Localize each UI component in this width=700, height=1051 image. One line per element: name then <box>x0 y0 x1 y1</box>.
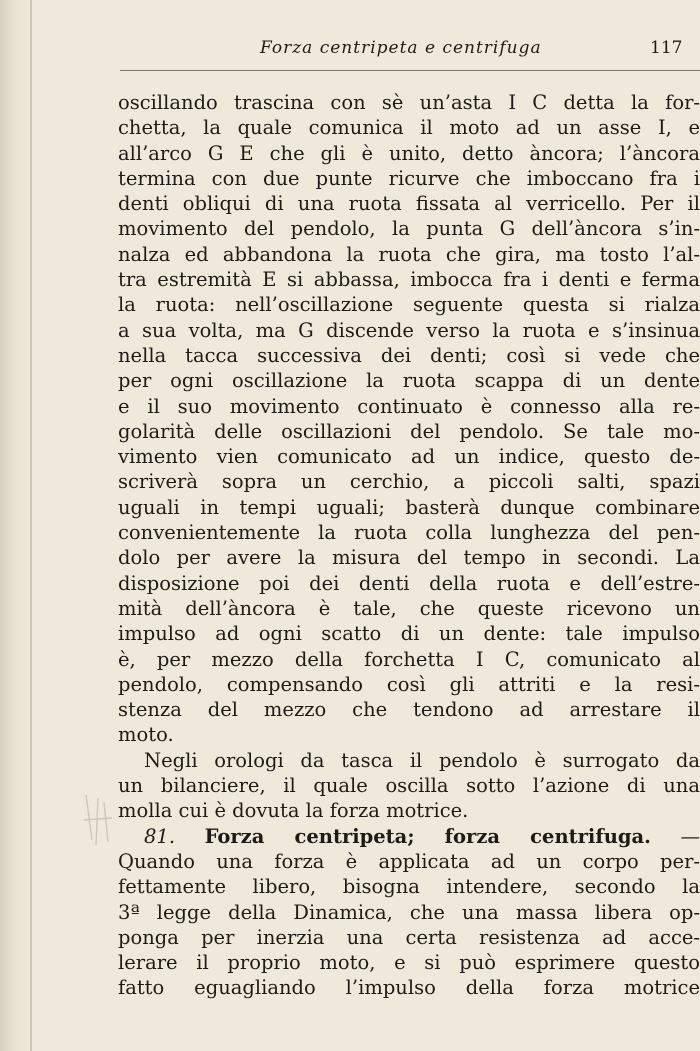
line-text: — <box>650 824 700 848</box>
text-line: Quando una forza è applicata ad un corpo per- <box>118 849 700 873</box>
text-line: mità dell’àncora è tale, che queste ricevono un <box>118 596 700 620</box>
header-rule <box>120 70 700 71</box>
section-heading-line <box>118 824 700 849</box>
text-line: nalza ed abbandona la ruota che gira, ma tosto l’al- <box>118 242 700 266</box>
text-line: denti obliqui di una ruota fissata al verricello. Per il <box>118 192 700 216</box>
text-line: movimento del pendolo, la punta G dell’àncora s’in- <box>118 217 700 241</box>
book-gutter <box>30 0 32 1051</box>
body-text <box>118 90 700 1020</box>
text-line: e il suo movimento continuato è connesso alla re- <box>118 394 700 418</box>
text-line: golarità delle oscillazioni del pendolo. Se tale mo- <box>118 419 700 443</box>
section-title: Forza centripeta; forza centrifuga. <box>204 824 651 848</box>
text-line: uguali in tempi uguali; basterà dunque combinare <box>118 495 700 519</box>
text-line: scriverà sopra un cerchio, a piccoli salti, spazi <box>118 470 700 494</box>
text-line: lerare il proprio moto, e si può esprimere questo <box>118 951 700 975</box>
page-header <box>0 38 700 62</box>
page-number: 117 <box>650 38 683 58</box>
text-line: chetta, la quale comunica il moto ad un asse I, e <box>118 116 700 140</box>
text-line: per ogni oscillazione la ruota scappa di un dente <box>118 369 700 393</box>
text-line: fatto eguagliando l’impulso della forza motrice <box>118 976 700 1000</box>
text-line: convenientemente la ruota colla lunghezza del pen- <box>118 521 700 545</box>
text-line: all’arco G E che gli è unito, detto àncora; l’àncora <box>118 141 700 165</box>
section-number: 81. <box>144 824 176 848</box>
text-line: disposizione poi dei denti della ruota e dell’estre- <box>118 571 700 595</box>
text-line: moto. <box>118 723 174 747</box>
text-line: a sua volta, ma G discende verso la ruota e s’insinua <box>118 318 700 342</box>
text-line: nella tacca successiva dei denti; così si vede che <box>118 343 700 367</box>
text-line: pendolo, compensando così gli attriti e la resi- <box>118 672 700 696</box>
text-line: molla cui è dovuta la forza motrice. <box>118 799 469 823</box>
text-line: ponga per inerzia una certa resistenza ad acce- <box>118 925 700 949</box>
text-line: è, per mezzo della forchetta I C, comunicato al <box>118 647 700 671</box>
text-line: tra estremità E si abbassa, imbocca fra i denti e ferma <box>118 268 700 292</box>
text-line: un bilanciere, il quale oscilla sotto l’azione di una <box>118 774 700 798</box>
text-line: impulso ad ogni scatto di un dente: tale impulso <box>118 622 700 646</box>
text-line: Negli orologi da tasca il pendolo è surrogato da <box>144 748 700 772</box>
pencil-mark <box>78 790 118 850</box>
text-line: dolo per avere la misura del tempo in secondi. La <box>118 546 700 570</box>
text-line: 3ª legge della Dinamica, che una massa libera op- <box>118 900 700 924</box>
text-line: fettamente libero, bisogna intendere, secondo la <box>118 875 700 899</box>
text-line: la ruota: nell’oscillazione seguente questa si rialza <box>118 293 700 317</box>
text-line: termina con due punte ricurve che imboccano fra i <box>118 166 700 190</box>
text-line: vimento vien comunicato ad un indice, questo de- <box>118 445 700 469</box>
running-title: Forza centripeta e centrifuga <box>260 38 542 58</box>
text-line: stenza del mezzo che tendono ad arrestare il <box>118 698 700 722</box>
text-line: oscillando trascina con sè un’asta I C detta la for- <box>118 91 700 114</box>
